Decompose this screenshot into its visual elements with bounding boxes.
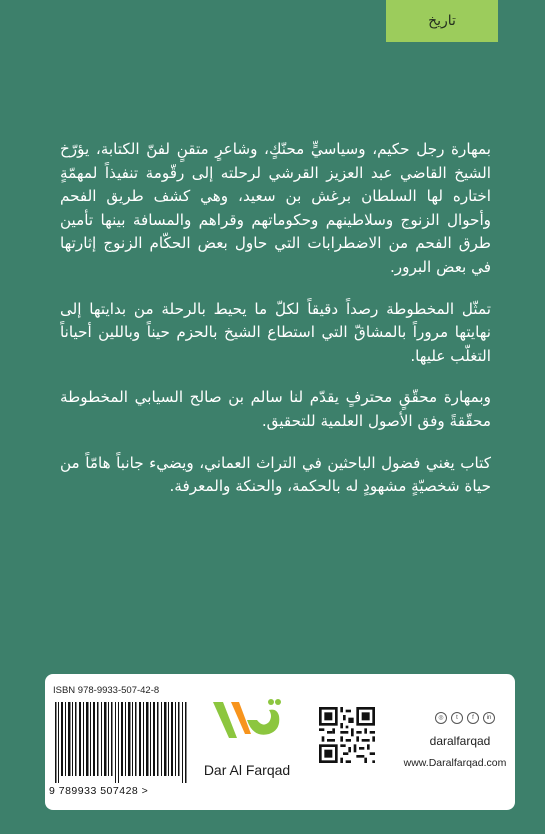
publisher-logo bbox=[207, 694, 287, 750]
qr-code bbox=[319, 707, 375, 763]
barcode-digits: 9 789933 507428 > bbox=[49, 785, 149, 797]
blurb-paragraph-1: بمهارة رجل حكيم، وسياسيٍّ محنّكٍ، وشاعرٍ متقنٍ لفنّ الكتابة، يؤرّخ الشيخ القاضي عبد العزيز القرشي لرحلته إلى رقّومة تنفيذاً لمهمّةٍ اختاره لها السلطان برغش بن سعيد، وهي كشف طريق الفحم وأحوال الزنوج وسلاطينهم وحكوماتهم وقراهم والمسافة بينها تأمين طرق الفحم من الاضطرابات التي حاول بعض الحكّام الزنوج إثارتها في بعض البرور. bbox=[60, 140, 491, 276]
barcode bbox=[53, 702, 189, 783]
blurb-paragraph-4: كتاب يغني فضول الباحثين في التراث العماني، ويضيء جانباً هامّاً من حياة شخصيّةٍ مشهودٍ له بالحكمة، والحنكة والمعرفة. bbox=[60, 453, 491, 496]
linkedin-icon: in bbox=[483, 712, 495, 724]
twitter-icon: t bbox=[451, 712, 463, 724]
facebook-icon: f bbox=[467, 712, 479, 724]
publisher-panel bbox=[45, 674, 515, 810]
social-icons bbox=[410, 712, 520, 724]
blurb-paragraph-2: تمثّل المخطوطة رصداً دقيقاً لكلّ ما يحيط بالرحلة من بدايتها إلى نهايتها مروراً بالمشاقّ التي استطاع الشيخ بالحزم حيناً وباللين أحياناً التغلّب عليها. bbox=[60, 299, 491, 365]
instagram-icon: ◎ bbox=[435, 712, 447, 724]
blurb-paragraph-3: وبمهارة محقّقٍ محترفٍ يقدّم لنا سالم بن صالح السيابي المخطوطة محقّقةً وفق الأصول العلمية للتحقيق. bbox=[60, 388, 491, 430]
publisher-name: Dar Al Farqad bbox=[203, 762, 291, 778]
social-handle: daralfarqad bbox=[429, 734, 491, 748]
publisher-website: www.Daralfarqad.com bbox=[403, 757, 507, 769]
blurb-text bbox=[60, 138, 491, 517]
isbn-label: ISBN 978-9933-507-42-8 bbox=[53, 685, 160, 696]
category-tag: تاريخ bbox=[386, 0, 498, 42]
